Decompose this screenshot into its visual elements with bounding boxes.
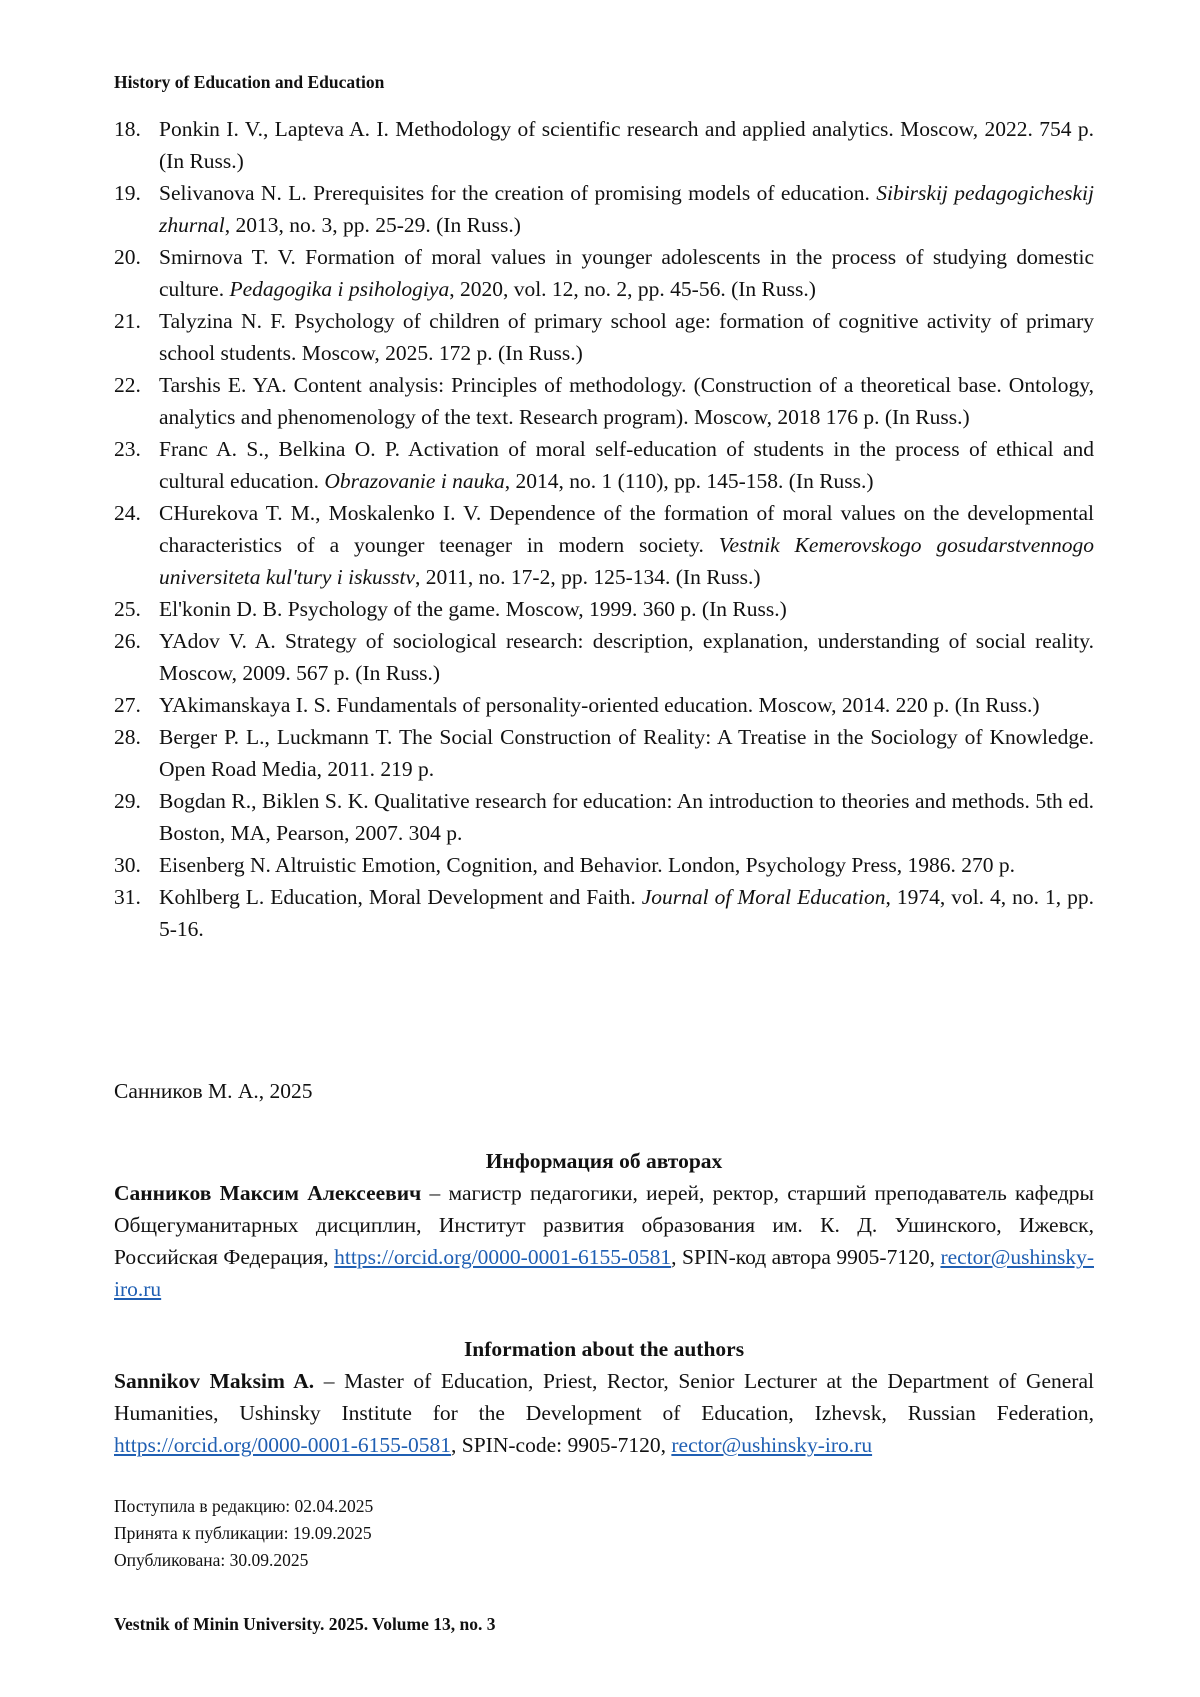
reference-details: , 2014, no. 1 (110), pp. 145-158. (In Russ.): [504, 469, 874, 493]
reference-number: 19.: [114, 181, 141, 205]
reference-item: [114, 497, 1094, 593]
author-info-ru: [114, 1145, 1094, 1305]
reference-journal: Sibirskij pedagogicheskij zhurnal: [159, 181, 1094, 237]
reference-text: Smirnova T. V. Formation of moral values in younger adolescents in the process of studying domestic culture.: [159, 245, 1094, 301]
reference-journal: Vestnik Kemerovskogo gosudarstvennogo universiteta kul'tury i iskusstv: [159, 533, 1094, 589]
reference-text: Kohlberg L. Education, Moral Development and Faith.: [159, 885, 642, 909]
author-name-ru: Санников Максим Алексеевич: [114, 1181, 422, 1205]
reference-journal: Pedagogika i psihologiya: [229, 277, 450, 301]
reference-item: [114, 881, 1094, 945]
reference-number: 26.: [114, 629, 141, 653]
reference-number: 24.: [114, 501, 141, 525]
reference-number: 29.: [114, 789, 141, 813]
reference-item: [114, 593, 1094, 625]
author-info-ru-body: [114, 1177, 1094, 1305]
author-spin-en: , SPIN-code: 9905-7120,: [451, 1433, 672, 1457]
reference-number: 21.: [114, 309, 141, 333]
author-spin-ru: , SPIN-код автора 9905-7120,: [671, 1245, 941, 1269]
reference-number: 27.: [114, 693, 141, 717]
reference-number: 25.: [114, 597, 141, 621]
reference-item: [114, 113, 1094, 177]
reference-item: [114, 433, 1094, 497]
email-link-ru[interactable]: rector@ushinsky-iro.ru: [114, 1245, 1094, 1301]
email-link-en[interactable]: rector@ushinsky-iro.ru: [671, 1433, 873, 1457]
reference-number: 18.: [114, 117, 141, 141]
reference-number: 30.: [114, 853, 141, 877]
reference-text: Bogdan R., Biklen S. K. Qualitative research for education: An introduction to theories and methods. 5th ed. Boston, MA, Pearson, 2007. 304 p.: [159, 789, 1094, 845]
reference-details: , 2011, no. 17-2, pp. 125-134. (In Russ.): [414, 565, 761, 589]
received-date: Поступила в редакцию: 02.04.2025: [114, 1496, 374, 1516]
reference-number: 31.: [114, 885, 141, 909]
reference-number: 22.: [114, 373, 141, 397]
journal-footer: Vestnik of Minin University. 2025. Volume 13, no. 3: [114, 1614, 496, 1634]
orcid-link-en[interactable]: https://orcid.org/0000-0001-6155-0581: [114, 1433, 452, 1457]
author-info-en: [114, 1333, 1094, 1461]
reference-item: [114, 849, 1094, 881]
author-info-ru-title: Информация об авторах: [485, 1149, 723, 1173]
reference-item: [114, 689, 1094, 721]
author-desc-ru: – магистр педагогики, иерей, ректор, старший преподаватель кафедры Общегуманитарных дисциплин, Институт развития образования им. К. Д. Ушинского, Ижевск, Российская Федерация,: [114, 1181, 1094, 1269]
reference-details: , 2013, no. 3, pp. 25-29. (In Russ.): [224, 213, 521, 237]
reference-item: [114, 369, 1094, 433]
reference-item: [114, 241, 1094, 305]
running-header: History of Education and Education: [114, 72, 385, 92]
publication-dates: [114, 1493, 373, 1574]
author-info-en-body: [114, 1365, 1094, 1461]
reference-text: Ponkin I. V., Lapteva A. I. Methodology of scientific research and applied analytics. Moscow, 2022. 754 p. (In Russ.): [159, 117, 1094, 173]
reference-text: Talyzina N. F. Psychology of children of primary school age: formation of cognitive activity of primary school students. Moscow, 2025. 172 p. (In Russ.): [159, 309, 1094, 365]
author-name-en: Sannikov Maksim A.: [114, 1369, 315, 1393]
author-desc-en: – Master of Education, Priest, Rector, Senior Lecturer at the Department of General Humanities, Ushinsky Institute for the Development of Education, Izhevsk, Russian Federation,: [114, 1369, 1094, 1425]
reference-text: El'konin D. B. Psychology of the game. Moscow, 1999. 360 p. (In Russ.): [159, 597, 787, 621]
reference-text: CHurekova T. M., Moskalenko I. V. Dependence of the formation of moral values on the developmental characteristics of a younger teenager in modern society.: [159, 501, 1094, 557]
reference-item: [114, 305, 1094, 369]
reference-text: Franc A. S., Belkina O. P. Activation of moral self-education of students in the process of ethical and cultural education.: [159, 437, 1094, 493]
reference-item: [114, 785, 1094, 849]
reference-text: Berger P. L., Luckmann T. The Social Construction of Reality: A Treatise in the Sociology of Knowledge. Open Road Media, 2011. 219 p.: [159, 725, 1094, 781]
reference-journal: Journal of Moral Education: [641, 885, 886, 909]
reference-text: Selivanova N. L. Prerequisites for the creation of promising models of education.: [159, 181, 877, 205]
author-info-en-title: Information about the authors: [463, 1337, 745, 1361]
published-date: Опубликована: 30.09.2025: [114, 1550, 309, 1570]
reference-details: , 1974, vol. 4, no. 1, pp. 5-16.: [159, 885, 1094, 941]
reference-item: [114, 177, 1094, 241]
accepted-date: Принята к публикации: 19.09.2025: [114, 1523, 372, 1543]
orcid-link-ru[interactable]: https://orcid.org/0000-0001-6155-0581: [334, 1245, 672, 1269]
reference-text: YAkimanskaya I. S. Fundamentals of personality-oriented education. Moscow, 2014. 220 p. (In Russ.): [159, 693, 1040, 717]
reference-text: YAdov V. A. Strategy of sociological research: description, explanation, understanding of social reality. Moscow, 2009. 567 p. (In Russ.): [159, 629, 1094, 685]
reference-item: [114, 625, 1094, 689]
reference-text: Eisenberg N. Altruistic Emotion, Cognition, and Behavior. London, Psychology Press, 1986. 270 p.: [159, 853, 1015, 877]
reference-number: 23.: [114, 437, 141, 461]
copyright-line: Санников М. А., 2025: [114, 1079, 313, 1103]
reference-list: [114, 113, 1094, 945]
reference-number: 20.: [114, 245, 141, 269]
reference-text: Tarshis E. YA. Content analysis: Principles of methodology. (Construction of a theoretical base. Ontology, analytics and phenomenology of the text. Research program). Moscow, 2018 176 p. (In Russ.): [159, 373, 1094, 429]
reference-details: , 2020, vol. 12, no. 2, pp. 45-56. (In Russ.): [449, 277, 816, 301]
reference-journal: Obrazovanie i nauka: [324, 469, 505, 493]
reference-number: 28.: [114, 725, 141, 749]
reference-item: [114, 721, 1094, 785]
